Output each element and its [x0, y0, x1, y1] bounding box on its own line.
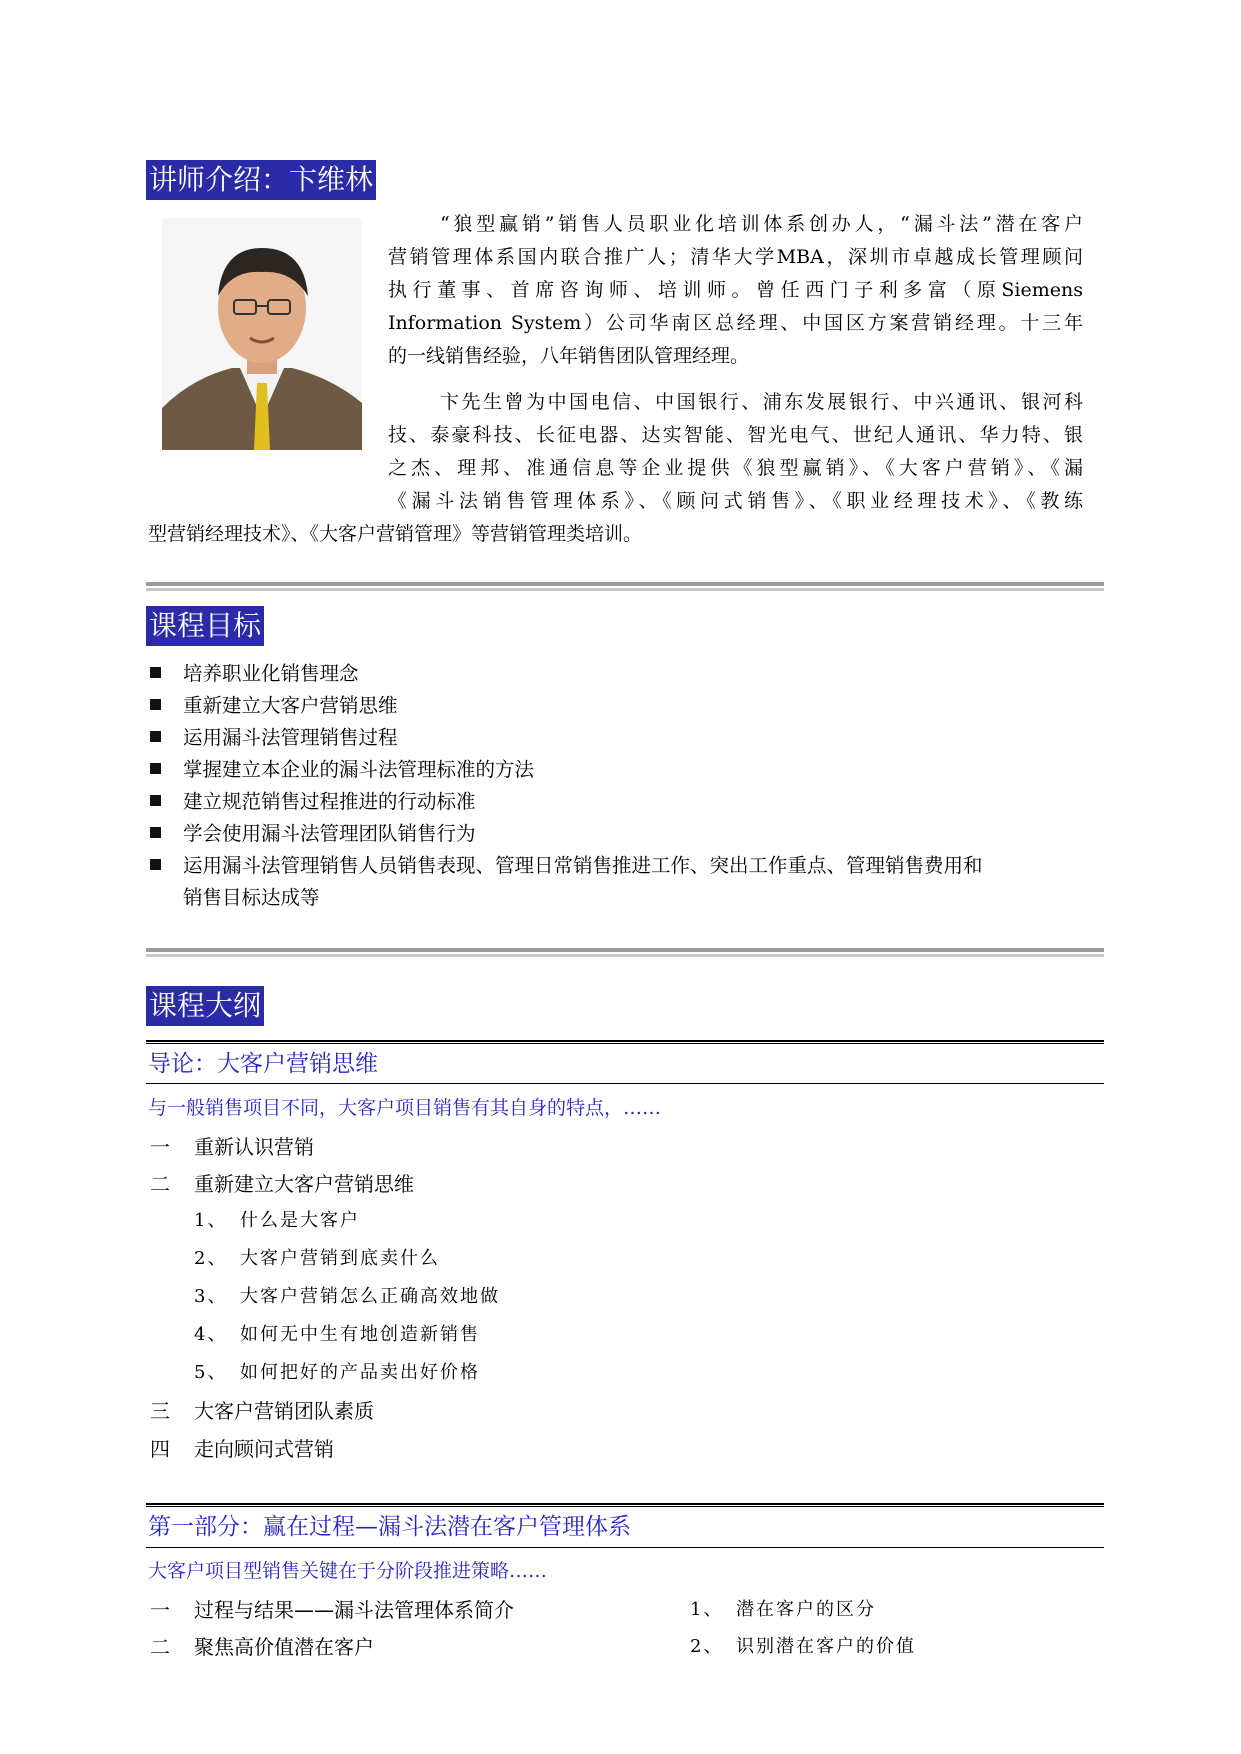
outline-item: 二 聚焦高价值潜在客户: [150, 1635, 374, 1659]
bio2-line: 《漏斗法销售管理体系》、《顾问式销售》、《职业经理技术》、《教练: [388, 490, 1083, 512]
portrait-image: [162, 218, 362, 450]
outline-item: 四 走向顾问式营销: [150, 1437, 334, 1461]
instructor-heading: 讲师介绍：卞维林: [146, 160, 376, 200]
square-bullet-icon: [150, 795, 161, 806]
goals-list: [150, 658, 1100, 914]
part1-title: 第一部分：赢在过程—漏斗法潜在客户管理体系: [148, 1514, 631, 1540]
section-divider: [146, 582, 1104, 591]
outline-subitem: 2、 大客户营销到底卖什么: [194, 1248, 440, 1269]
bio2-line: 型营销经理技术》、《大客户营销管理》等营销管理类培训。: [148, 523, 643, 545]
square-bullet-icon: [150, 763, 161, 774]
outline-heading: 课程大纲: [146, 986, 264, 1026]
square-bullet-icon: [150, 859, 161, 870]
goal-item: 培养职业化销售理念: [150, 658, 1100, 690]
outline-subitem: 3、 大客户营销怎么正确高效地做: [194, 1286, 500, 1307]
bio2-line: 技、泰豪科技、长征电器、达实智能、智光电气、世纪人通讯、华力特、银: [388, 424, 1083, 446]
goal-item: 掌握建立本企业的漏斗法管理标准的方法: [150, 754, 1100, 786]
intro-section-intro: 与一般销售项目不同，大客户项目销售有其自身的特点，……: [148, 1097, 662, 1119]
goal-item: 运用漏斗法管理销售人员销售表现、管理日常销售推进工作、突出工作重点、管理销售费用和: [150, 850, 1100, 882]
goals-heading: 课程目标: [146, 606, 264, 646]
outline-item: 一 过程与结果——漏斗法管理体系简介: [150, 1598, 514, 1622]
bio2-line: 之杰、理邦、准通信息等企业提供《狼型赢销》、《大客户营销》、《漏: [388, 457, 1083, 479]
bio1-line: “狼型赢销”销售人员职业化培训体系创办人，“漏斗法”潜在客户: [440, 213, 1083, 235]
goal-item-continuation: 销售目标达成等: [183, 886, 320, 909]
section-divider: [146, 948, 1104, 957]
goal-item: 运用漏斗法管理销售过程: [150, 722, 1100, 754]
instructor-bio-paragraph-2-end: [148, 518, 1083, 551]
bio1-line: Information System）公司华南区总经理、中国区方案营销经理。十三年: [388, 312, 1083, 334]
square-bullet-icon: [150, 699, 161, 710]
goal-item: 重新建立大客户营销思维: [150, 690, 1100, 722]
outline-item: 一 重新认识营销: [150, 1135, 314, 1159]
outline-subitem: 1、 潜在客户的区分: [690, 1599, 876, 1620]
square-bullet-icon: [150, 667, 161, 678]
square-bullet-icon: [150, 731, 161, 742]
outline-subitem: 1、 什么是大客户: [194, 1210, 360, 1231]
subsection-rule-top: [146, 1503, 1104, 1507]
part1-intro: 大客户项目型销售关键在于分阶段推进策略……: [148, 1560, 548, 1582]
intro-section-title: 导论：大客户营销思维: [148, 1051, 378, 1077]
bio1-line: 的一线销售经验，八年销售团队管理经理。: [388, 345, 750, 367]
goal-item: 学会使用漏斗法管理团队销售行为: [150, 818, 1100, 850]
instructor-bio-paragraph-1: [388, 208, 1083, 373]
square-bullet-icon: [150, 827, 161, 838]
bio1-line: 执行董事、首席咨询师、培训师。曾任西门子利多富（原Siemens: [388, 279, 1083, 301]
instructor-bio-paragraph-2: [388, 386, 1083, 518]
subsection-rule-bottom: [146, 1083, 1104, 1084]
goal-item: 建立规范销售过程推进的行动标准: [150, 786, 1100, 818]
outline-subitem: 2、 识别潜在客户的价值: [690, 1636, 916, 1657]
subsection-rule-top: [146, 1040, 1104, 1044]
subsection-rule-bottom: [146, 1547, 1104, 1548]
outline-item: 二 重新建立大客户营销思维: [150, 1172, 414, 1196]
bio2-line: 卞先生曾为中国电信、中国银行、浦东发展银行、中兴通讯、银河科: [440, 391, 1083, 413]
outline-subitem: 4、 如何无中生有地创造新销售: [194, 1324, 480, 1345]
outline-item: 三 大客户营销团队素质: [150, 1399, 374, 1423]
bio1-line: 营销管理体系国内联合推广人；清华大学MBA，深圳市卓越成长管理顾问: [388, 246, 1083, 268]
instructor-photo: [162, 218, 362, 450]
outline-subitem: 5、 如何把好的产品卖出好价格: [194, 1362, 480, 1383]
